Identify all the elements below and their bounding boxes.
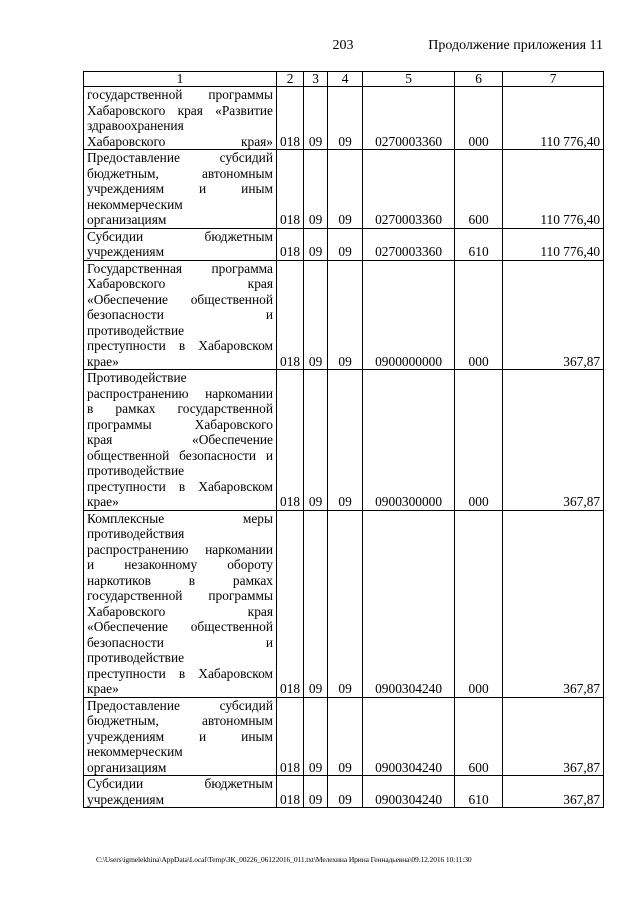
row-description: Противодействие распространению наркомании в рамках государственной программы Хабаровского края «Обеспечение общественной безопасности и противодействие преступности в Хабаровском крае» xyxy=(84,370,277,511)
row-code-target: 0900304240 xyxy=(363,776,455,808)
budget-table xyxy=(83,71,604,808)
row-code-section: 09 xyxy=(304,510,328,697)
row-code-section: 09 xyxy=(304,260,328,370)
column-header: 4 xyxy=(328,72,363,87)
row-description: Субсидии бюджетным учреждениям xyxy=(84,228,277,260)
row-code-ministry: 018 xyxy=(277,510,304,697)
row-amount: 367,87 xyxy=(503,510,604,697)
row-code-section: 09 xyxy=(304,228,328,260)
row-code-expense-type: 600 xyxy=(455,697,503,776)
row-description: Предоставление субсидий бюджетным, автономным учреждениям и иным некоммерческим организациям xyxy=(84,150,277,229)
row-code-subsection: 09 xyxy=(328,260,363,370)
row-description: Субсидии бюджетным учреждениям xyxy=(84,776,277,808)
row-code-subsection: 09 xyxy=(328,510,363,697)
table-row xyxy=(84,697,604,776)
table-row xyxy=(84,87,604,150)
row-code-expense-type: 600 xyxy=(455,150,503,229)
table-header-row xyxy=(84,72,604,87)
row-code-section: 09 xyxy=(304,697,328,776)
column-header: 5 xyxy=(363,72,455,87)
row-code-ministry: 018 xyxy=(277,697,304,776)
table-row xyxy=(84,260,604,370)
row-code-ministry: 018 xyxy=(277,776,304,808)
table-row xyxy=(84,150,604,229)
table-row xyxy=(84,510,604,697)
column-header: 3 xyxy=(304,72,328,87)
row-description: Комплексные меры противодействия распространению наркомании и незаконному обороту наркотиков в рамках государственной программы Хабаровского края «Обеспечение общественной безопасности и противодействие преступности в Хабаровском крае» xyxy=(84,510,277,697)
row-code-target: 0270003360 xyxy=(363,228,455,260)
row-description: Предоставление субсидий бюджетным, автономным учреждениям и иным некоммерческим организациям xyxy=(84,697,277,776)
row-code-subsection: 09 xyxy=(328,776,363,808)
file-path-footer: C:\Users\igmelekhina\AppData\Local\Temp\ЗК_00226_06122016_011.txt\Мелехина Ирина Геннадьевна\09.12.2016 10:11:30 xyxy=(96,855,472,864)
row-code-ministry: 018 xyxy=(277,228,304,260)
table-row xyxy=(84,776,604,808)
row-code-target: 0270003360 xyxy=(363,150,455,229)
row-code-section: 09 xyxy=(304,150,328,229)
row-amount: 367,87 xyxy=(503,776,604,808)
row-amount: 367,87 xyxy=(503,697,604,776)
row-description: Государственная программа Хабаровского края «Обеспечение общественной безопасности и противодействие преступности в Хабаровском крае» xyxy=(84,260,277,370)
column-header: 2 xyxy=(277,72,304,87)
row-code-subsection: 09 xyxy=(328,228,363,260)
row-code-ministry: 018 xyxy=(277,260,304,370)
row-code-section: 09 xyxy=(304,370,328,511)
page-number: 203 xyxy=(332,38,354,53)
row-code-expense-type: 610 xyxy=(455,776,503,808)
row-amount: 367,87 xyxy=(503,260,604,370)
row-amount: 110 776,40 xyxy=(503,87,604,150)
row-amount: 110 776,40 xyxy=(503,150,604,229)
table-row xyxy=(84,228,604,260)
row-code-target: 0900304240 xyxy=(363,510,455,697)
row-code-expense-type: 000 xyxy=(455,260,503,370)
row-code-subsection: 09 xyxy=(328,697,363,776)
row-code-target: 0900304240 xyxy=(363,697,455,776)
row-code-target: 0900300000 xyxy=(363,370,455,511)
table-row xyxy=(84,370,604,511)
row-code-subsection: 09 xyxy=(328,87,363,150)
row-code-expense-type: 000 xyxy=(455,87,503,150)
appendix-caption: Продолжение приложения 11 xyxy=(428,38,603,53)
row-code-ministry: 018 xyxy=(277,370,304,511)
row-description: государственной программы Хабаровского края «Развитие здравоохранения Хабаровского края» xyxy=(84,87,277,150)
row-code-expense-type: 610 xyxy=(455,228,503,260)
row-code-expense-type: 000 xyxy=(455,510,503,697)
row-code-section: 09 xyxy=(304,87,328,150)
row-code-target: 0270003360 xyxy=(363,87,455,150)
row-code-ministry: 018 xyxy=(277,150,304,229)
row-code-ministry: 018 xyxy=(277,87,304,150)
column-header: 1 xyxy=(84,72,277,87)
column-header: 6 xyxy=(455,72,503,87)
row-code-section: 09 xyxy=(304,776,328,808)
column-header: 7 xyxy=(503,72,604,87)
row-code-subsection: 09 xyxy=(328,150,363,229)
row-code-subsection: 09 xyxy=(328,370,363,511)
row-amount: 367,87 xyxy=(503,370,604,511)
row-code-expense-type: 000 xyxy=(455,370,503,511)
row-amount: 110 776,40 xyxy=(503,228,604,260)
row-code-target: 0900000000 xyxy=(363,260,455,370)
